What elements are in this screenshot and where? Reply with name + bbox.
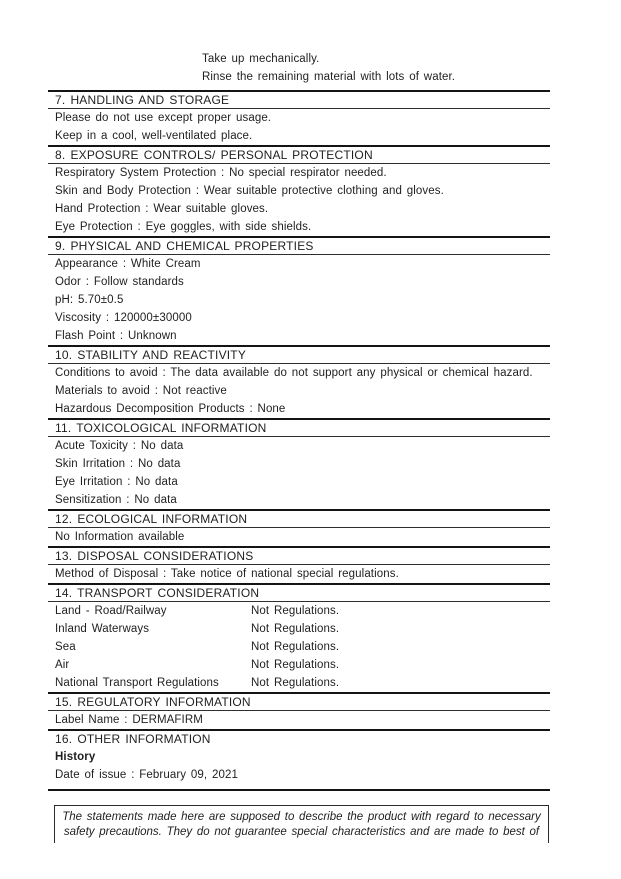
section-title: 8. EXPOSURE CONTROLS/ PERSONAL PROTECTION	[48, 145, 550, 164]
section-row: Odor : Follow standards	[55, 276, 184, 288]
section-row: No Information available	[55, 531, 185, 543]
section-row: Materials to avoid : Not reactive	[55, 385, 227, 397]
section-row: Label Name : DERMAFIRM	[55, 714, 203, 726]
transport-row	[48, 656, 550, 674]
disclaimer-box	[54, 805, 549, 843]
section-9-physical-and-chemical-properties	[48, 236, 550, 345]
section-title: 9. PHYSICAL AND CHEMICAL PROPERTIES	[48, 236, 550, 255]
section-row: History	[55, 751, 96, 763]
section-row: Hand Protection : Wear suitable gloves.	[55, 203, 269, 215]
closing-rule	[48, 789, 550, 791]
section-title: 13. DISPOSAL CONSIDERATIONS	[48, 546, 550, 565]
section-title: 11. TOXICOLOGICAL INFORMATION	[48, 418, 550, 437]
transport-mode-label: Sea	[55, 641, 76, 653]
section-row: Please do not use except proper usage.	[55, 112, 272, 124]
section-7-handling-and-storage	[48, 90, 550, 145]
section-title: 15. REGULATORY INFORMATION	[48, 692, 550, 711]
transport-mode-label: National Transport Regulations	[55, 677, 219, 689]
transport-regulation-value: Not Regulations.	[251, 677, 340, 689]
transport-regulation-value: Not Regulations.	[251, 641, 340, 653]
section-row: Flash Point : Unknown	[55, 330, 177, 342]
section-row: Viscosity : 120000±30000	[55, 312, 192, 324]
intro-line: Rinse the remaining material with lots of water.	[202, 71, 456, 83]
section-row: Skin and Body Protection : Wear suitable protective clothing and gloves.	[55, 185, 444, 197]
section-13-disposal-considerations	[48, 546, 550, 583]
section-title: 7. HANDLING AND STORAGE	[48, 90, 550, 109]
section-row: Method of Disposal : Take notice of national special regulations.	[55, 568, 399, 580]
section-row: Keep in a cool, well-ventilated place.	[55, 130, 253, 142]
section-row: Sensitization : No data	[55, 494, 177, 506]
section-11-toxicological-information	[48, 418, 550, 509]
transport-row	[48, 602, 550, 620]
spill-cleanup-continuation	[48, 50, 550, 86]
section-row: Skin Irritation : No data	[55, 458, 181, 470]
transport-regulation-value: Not Regulations.	[251, 623, 340, 635]
section-row: Hazardous Decomposition Products : None	[55, 403, 286, 415]
transport-mode-label: Land - Road/Railway	[55, 605, 167, 617]
section-title: 12. ECOLOGICAL INFORMATION	[48, 509, 550, 528]
section-title: 14. TRANSPORT CONSIDERATION	[48, 583, 550, 602]
transport-regulation-value: Not Regulations.	[251, 605, 340, 617]
section-row: Eye Protection : Eye goggles, with side shields.	[55, 221, 312, 233]
disclaimer-line: The statements made here are supposed to describe the product with regard to necessary	[62, 811, 541, 823]
section-14-transport-consideration	[48, 583, 550, 692]
section-15-regulatory-information	[48, 692, 550, 729]
transport-mode-label: Air	[55, 659, 70, 671]
section-row: Conditions to avoid : The data available do not support any physical or chemical hazard.	[55, 367, 533, 379]
section-12-ecological-information	[48, 509, 550, 546]
document-content	[48, 50, 550, 843]
section-title: 10. STABILITY AND REACTIVITY	[48, 345, 550, 364]
section-16-other-information	[48, 729, 550, 784]
transport-regulation-value: Not Regulations.	[251, 659, 340, 671]
section-row: Appearance : White Cream	[55, 258, 201, 270]
section-row: Acute Toxicity : No data	[55, 440, 184, 452]
section-row: Eye Irritation : No data	[55, 476, 178, 488]
section-row: Respiratory System Protection : No special respirator needed.	[55, 167, 387, 179]
sections-list	[48, 90, 550, 784]
section-title: 16. OTHER INFORMATION	[48, 729, 550, 748]
section-row: pH: 5.70±0.5	[55, 294, 124, 306]
disclaimer-line: safety precautions. They do not guarantee special characteristics and are made to best of	[63, 825, 540, 838]
transport-row	[48, 638, 550, 656]
transport-mode-label: Inland Waterways	[55, 623, 150, 635]
intro-line: Take up mechanically.	[202, 53, 320, 65]
section-row: Date of issue : February 09, 2021	[55, 769, 238, 781]
section-10-stability-and-reactivity	[48, 345, 550, 418]
section-8-exposure-controls-personal-protection	[48, 145, 550, 236]
transport-row	[48, 620, 550, 638]
transport-row	[48, 674, 550, 692]
